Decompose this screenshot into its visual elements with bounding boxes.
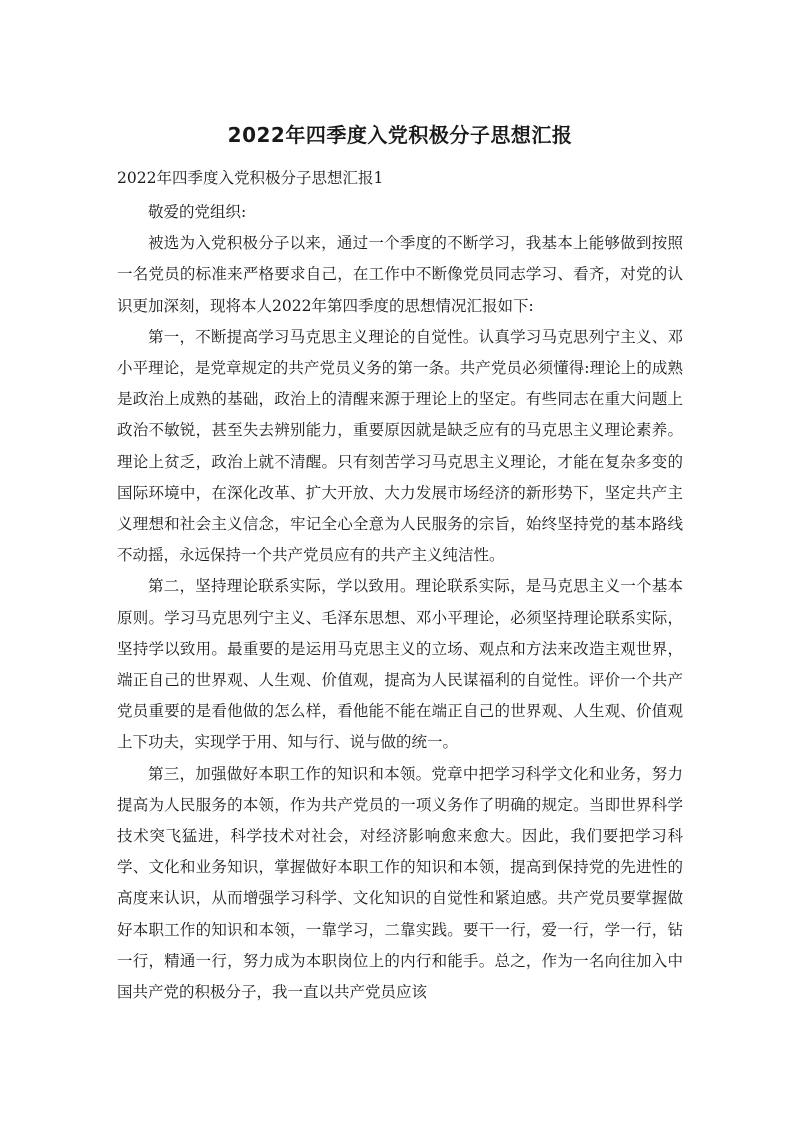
paragraph-first-point: 第一，不断提高学习马克思主义理论的自觉性。认真学习马克思列宁主义、邓小平理论，是党章规定的共产党员义务的第一条。共产党员必须懂得:理论上的成熟是政治上成熟的基础，政治上的清醒来源于理论上的坚定。有些同志在重大问题上政治不敏锐，甚至失去辨别能力，重要原因就是缺乏应有的马克思主义理论素养。理论上贫乏，政治上就不清醒。只有刻苦学习马克思主义理论，才能在复杂多变的国际环境中，在深化改革、扩大开放、大力发展市场经济的新形势下，坚定共产主义理想和社会主义信念，牢记全心全意为人民服务的宗旨，始终坚持党的基本路线不动摇，永远保持一个共产党员应有的共产主义纯洁性。 (117, 327, 683, 565)
document-title: 2022年四季度入党积极分子思想汇报 (227, 123, 573, 147)
document-body (117, 197, 683, 1008)
document-subtitle: 2022年四季度入党积极分子思想汇报1 (117, 169, 384, 187)
salutation: 敬爱的党组织: (148, 203, 247, 221)
paragraph-intro: 被选为入党积极分子以来，通过一个季度的不断学习，我基本上能够做到按照一名党员的标准来严格要求自己，在工作中不断像党员同志学习、看齐，对党的认识更加深刻，现将本人2022年第四季度的思想情况汇报如下: (117, 234, 683, 315)
paragraph-second-point: 第二，坚持理论联系实际，学以致用。理论联系实际，是马克思主义一个基本原则。学习马克思列宁主义、毛泽东思想、邓小平理论，必须坚持理论联系实际，坚持学以致用。最重要的是运用马克思主义的立场、观点和方法来改造主观世界，端正自己的世界观、人生观、价值观，提高为人民谋福利的自觉性。评价一个共产党员重要的是看他做的怎么样，看他能不能在端正自己的世界观、人生观、价值观上下功夫，实现学于用、知与行、说与做的统一。 (117, 577, 683, 752)
paragraph-third-point: 第三，加强做好本职工作的知识和本领。党章中把学习科学文化和业务，努力提高为人民服务的本领，作为共产党员的一项义务作了明确的规定。当即世界科学技术突飞猛进，科学技术对社会，对经济影响愈来愈大。因此，我们要把学习科学、文化和业务知识，掌握做好本职工作的知识和本领，提高到保持党的先进性的高度来认识，从而增强学习科学、文化知识的自觉性和紧迫感。共产党员要掌握做好本职工作的知识和本领，一靠学习，二靠实践。要干一行，爱一行，学一行，钻一行，精通一行，努力成为本职岗位上的内行和能手。总之，作为一名向往加入中国共产党的积极分子，我一直以共产党员应该 (117, 764, 683, 1002)
